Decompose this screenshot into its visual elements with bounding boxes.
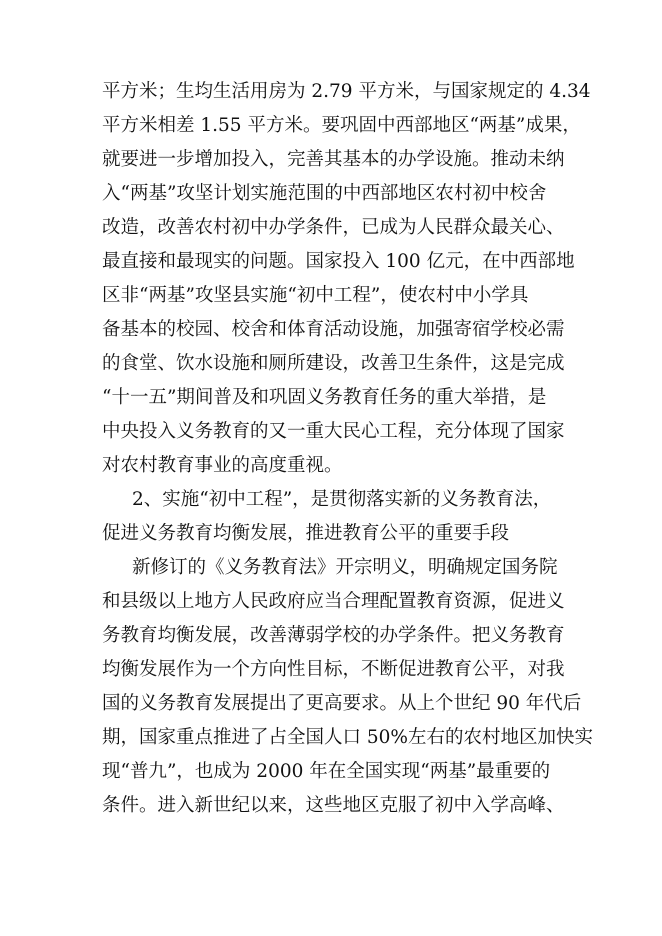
text-line: 均衡发展作为一个方向性目标，不断促进教育公平，对我 <box>102 659 565 680</box>
text-line: 入“两基”攻坚计划实施范围的中西部地区农村初中校舍 <box>102 183 547 204</box>
text-line: 备基本的校园、校舍和体育活动设施，加强寄宿学校必需 <box>102 319 565 340</box>
text-line: 平方米相差 1.55 平方米。要巩固中西部地区“两基”成果， <box>102 115 581 136</box>
section-heading-line: 促进义务教育均衡发展，推进教育公平的重要手段 <box>102 523 510 544</box>
text-line: 对农村教育事业的高度重视。 <box>102 455 343 476</box>
text-line: 的食堂、饮水设施和厕所建设，改善卫生条件，这是完成 <box>102 353 565 374</box>
text-line: 中央投入义务教育的又一重大民心工程，充分体现了国家 <box>102 421 565 442</box>
text-line: 和县级以上地方人民政府应当合理配置教育资源，促进义 <box>102 591 565 612</box>
text-line: 就要进一步增加投入，完善其基本的办学设施。推动未纳 <box>102 149 565 170</box>
text-line: 国的义务教育发展提出了更高要求。从上个世纪 90 年代后 <box>102 693 582 714</box>
text-line: 改造，改善农村初中办学条件，已成为人民群众最关心、 <box>102 217 565 238</box>
text-line: 现“普九”，也成为 2000 年在全国实现“两基”最重要的 <box>102 761 551 782</box>
text-line: 条件。进入新世纪以来，这些地区克服了初中入学高峰、 <box>102 795 565 816</box>
text-line: 区非“两基”攻坚县实施“初中工程”，使农村中小学具 <box>102 285 529 306</box>
text-line: “十一五”期间普及和巩固义务教育任务的重大举措，是 <box>102 387 547 408</box>
text-line: 期，国家重点推进了占全国人口 50%左右的农村地区加快实 <box>102 727 594 748</box>
text-line: 最直接和最现实的问题。国家投入 100 亿元，在中西部地 <box>102 251 575 272</box>
text-line: 务教育均衡发展，改善薄弱学校的办学条件。把义务教育 <box>102 625 565 646</box>
text-line: 平方米；生均生活用房为 2.79 平方米，与国家规定的 4.34 <box>102 81 591 102</box>
section-heading-line: 2、实施“初中工程”，是贯彻落实新的义务教育法， <box>132 489 552 510</box>
text-line: 新修订的《义务教育法》开宗明义，明确规定国务院 <box>132 557 558 578</box>
